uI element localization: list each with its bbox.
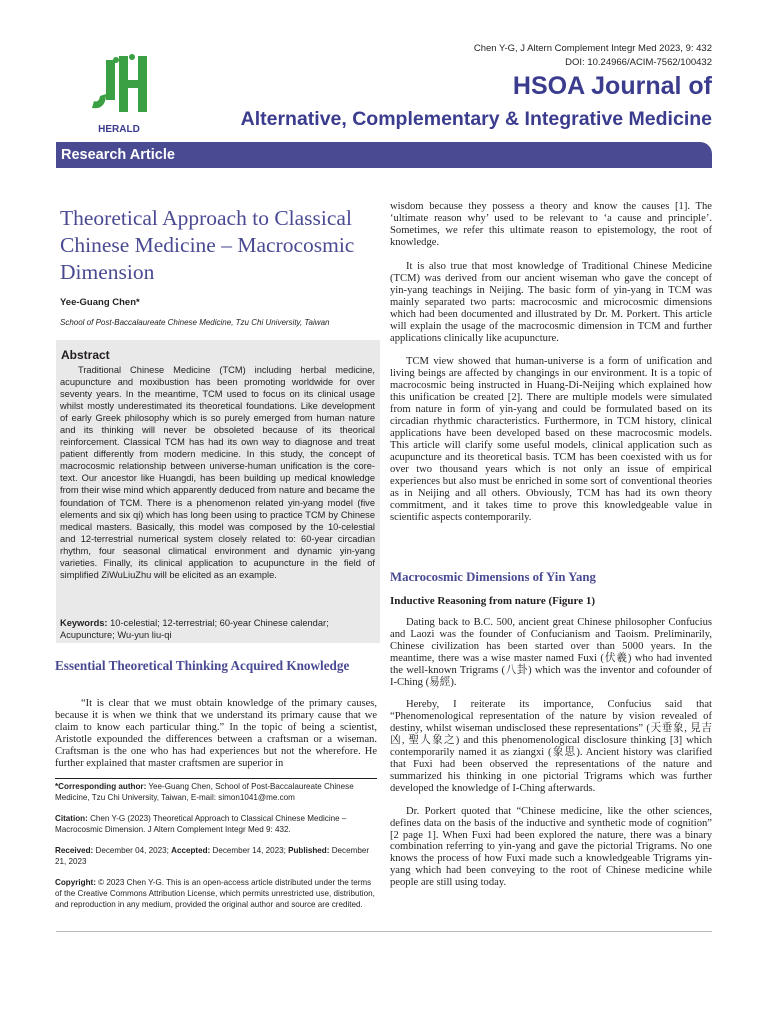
- keywords-text: 10-celestial; 12-terrestrial; 60-year Chinese calendar; Acupuncture; Wu-yun liu-qi: [60, 618, 329, 641]
- article-title: Theoretical Approach to Classical Chinese Medicine – Macrocosmic Dimension: [60, 206, 355, 284]
- logo-text: HERALD: [98, 124, 140, 135]
- keywords: [60, 617, 375, 641]
- published-date: December 21, 2023: [55, 846, 370, 866]
- paragraph-fuxi: Dating back to B.C. 500, ancient great Chinese philosopher Confucius and Laozi was the founder of Confucianism and Taoism. Preliminarily, Chinese civilization has been started over than 5000 years. In the meantime, there was a wise master named Fuxi (伏羲) who had invented the well-known Trigrams (八卦) which was the inventor and cofounder of I-Ching (易經).: [390, 617, 712, 688]
- corresponding-author-note: [55, 781, 377, 803]
- received-date: December 04, 2023;: [95, 846, 169, 855]
- abstract-heading: Abstract: [61, 348, 110, 362]
- page-bottom-rule: [56, 931, 712, 932]
- citation-note: [55, 813, 377, 835]
- journal-title: HSOA Journal of: [512, 72, 712, 100]
- received-label: Received:: [55, 846, 94, 855]
- subsection-heading-inductive: Inductive Reasoning from nature (Figure 1): [390, 595, 596, 607]
- dates-note: [55, 845, 377, 867]
- paragraph-wisdom: wisdom because they possess a theory and know the causes [1]. The ‘ultimate reason why’ used to be relevant to ‘a cause and principle’. Sometimes, we refer this ultimate reason to epistemology, the root of knowledge.: [390, 201, 712, 248]
- citation-label: Citation:: [55, 814, 88, 823]
- corr-text: Yee-Guang Chen, School of Post-Baccalaureate Chinese Medicine, Tzu Chi University, Taiwan, E-mail: simon1041@me.com: [55, 782, 354, 802]
- corr-label: *Corresponding author:: [55, 782, 147, 791]
- herald-logo: [86, 54, 152, 136]
- doi-line: DOI: 10.24966/ACIM-7562/100432: [565, 57, 712, 68]
- copyright-label: Copyright:: [55, 878, 96, 887]
- published-label: Published:: [288, 846, 330, 855]
- section-text-essential: “It is clear that we must obtain knowledge of the primary causes, because it is when we think that we understand its primary cause that we claim to know each particular thing.” In the topic of being a scientist, Aristotle expounded the differences between a craftsman or a wiseman. Craftsman is the one who has had experiences but not the wherefore. He further explained that master craftsmen are superior in: [55, 698, 377, 769]
- right-column-bottom: [390, 617, 712, 889]
- abstract-text: Traditional Chinese Medicine (TCM) including herbal medicine, acupuncture and moxibustion has been promoting worldwide for over seventy years. In the meantime, TCM used to focus on its clinical usage whilst mostly underestimated its theoretical foundations. Like development of early Greek philosophy which is so purely emerged from human nature and its thinking will never be obsoleted because of its theorical reinforcement. Classical TCM has had its own way to diagnose and treat patient differently from modern medicine. In this study, the concept of macrocosmic relationship between universe-human unification is the core-text. Our ancestor like Huangdi, has been building up medical knowledge from their wise mind which apparently deduced from nature and became the foundation of TCM. There is a phenomenon related yin-yang model (five elements and six qi) which has long been using to practice TCM by Chinese medical masters. Basically, this model was composed by the 10-celestial and 12-terrestrial numerical system closely related to: 60-year circadian rhythm, four seasonal climatical environment and dynamic yin-yang varieties. Finally, its clinical application to acupuncture in the field of simplified ZiWuLiuZhu will be elicited as an example.: [60, 365, 375, 580]
- citation-header: [474, 42, 712, 70]
- paragraph-confucius: Hereby, I reiterate its importance, Confucius said that “Phenomenological representation of the nature by vision revealed of destiny, whilst wiseman undisclosed these representations” (天垂象, 見吉凶, 聖人象之) and this phenomenological disclosure thinking [3] which contemporarily named it as ziangxi (象思). Ancient history was clarified that Fuxi had been observed the representations of the nature and summarized his thinking in one pictorial Trigrams which was further developed the knowledge of I-Ching afterwards.: [390, 699, 712, 794]
- keywords-label: Keywords:: [60, 618, 108, 628]
- author-affiliation: School of Post-Baccalaureate Chinese Medicine, Tzu Chi University, Taiwan: [60, 318, 330, 327]
- section-heading-essential: Essential Theoretical Thinking Acquired Knowledge: [55, 658, 350, 673]
- accepted-label: Accepted:: [171, 846, 211, 855]
- accepted-date: December 14, 2023;: [212, 846, 286, 855]
- footnote-divider: [55, 778, 377, 779]
- citation-line: Chen Y-G, J Altern Complement Integr Med 2023, 9: 432: [473, 43, 712, 54]
- citation-text: Chen Y-G (2023) Theoretical Approach to Classical Chinese Medicine – Macrocosmic Dimension. J Altern Complement Integr Med 9: 432.: [55, 814, 347, 834]
- section-heading-macrocosmic: Macrocosmic Dimensions of Yin Yang: [390, 570, 596, 584]
- right-column-top: [390, 201, 712, 524]
- journal-subtitle: Alternative, Complementary & Integrative Medicine: [240, 108, 712, 130]
- copyright-text: © 2023 Chen Y-G. This is an open-access article distributed under the terms of the Creative Commons Attribution License, which permits unrestricted use, distribution, and reproduction in any medium, provided the original author and source are credited.: [55, 878, 375, 909]
- author-name: Yee-Guang Chen*: [60, 297, 140, 308]
- article-type-label: Research Article: [61, 147, 175, 163]
- paragraph-tcm-derived: It is also true that most knowledge of Traditional Chinese Medicine (TCM) was derived from our ancient wiseman who gave the concept of yin-yang teachings in Neijing. The basic form of yin-yang in TCM was mainly separated two parts: macrocosmic and microcosmic dimensions which had been documented and illustrated by Dr. M. Porkert. This article will explain the usage of the macrocosmic dimension in TCM and further applications clinically like acupuncture.: [390, 260, 712, 344]
- copyright-note: [55, 877, 377, 910]
- paragraph-tcm-view: TCM view showed that human-universe is a form of unification and living beings are affected by changings in our environment. It is a topic of macrocosmic being instructed in Huang-Di-Neijing which explained how this unification be created [2]. There are multiple models were simulated from nature in form of yin-yang and could be formulated based on its circadian rhythmic characteristics. Furthermore, in TCM history, clinical applications have been developed based on these macrocosmic models. This article will clarify some useful models, clinical application such as acupuncture and its theoretical basis. TCM has been coexisted with us for over two thousand years which is not only an issue of empirical experiences but also must be enriched in some sort of conventional theories as in Neijing and all others. Obviously, TCM has had its own theory commitment, and it takes time to prove this knowledgeable value in scientific aspects contemporarily.: [390, 356, 712, 523]
- paragraph-porkert: Dr. Porkert quoted that “Chinese medicine, like the other sciences, defines data on the basis of the inductive and synthetic mode of cognition” [2 page 1]. When Fuxi had been explored the nature, there was a binary combination referring to yin-yang and gave the pictorial Trigrams. No one knows the process of how Fuxi made such a knowledgeable Trigrams yin-yang which had been conveying to the root of Chinese medicine while people are still using today.: [390, 805, 712, 889]
